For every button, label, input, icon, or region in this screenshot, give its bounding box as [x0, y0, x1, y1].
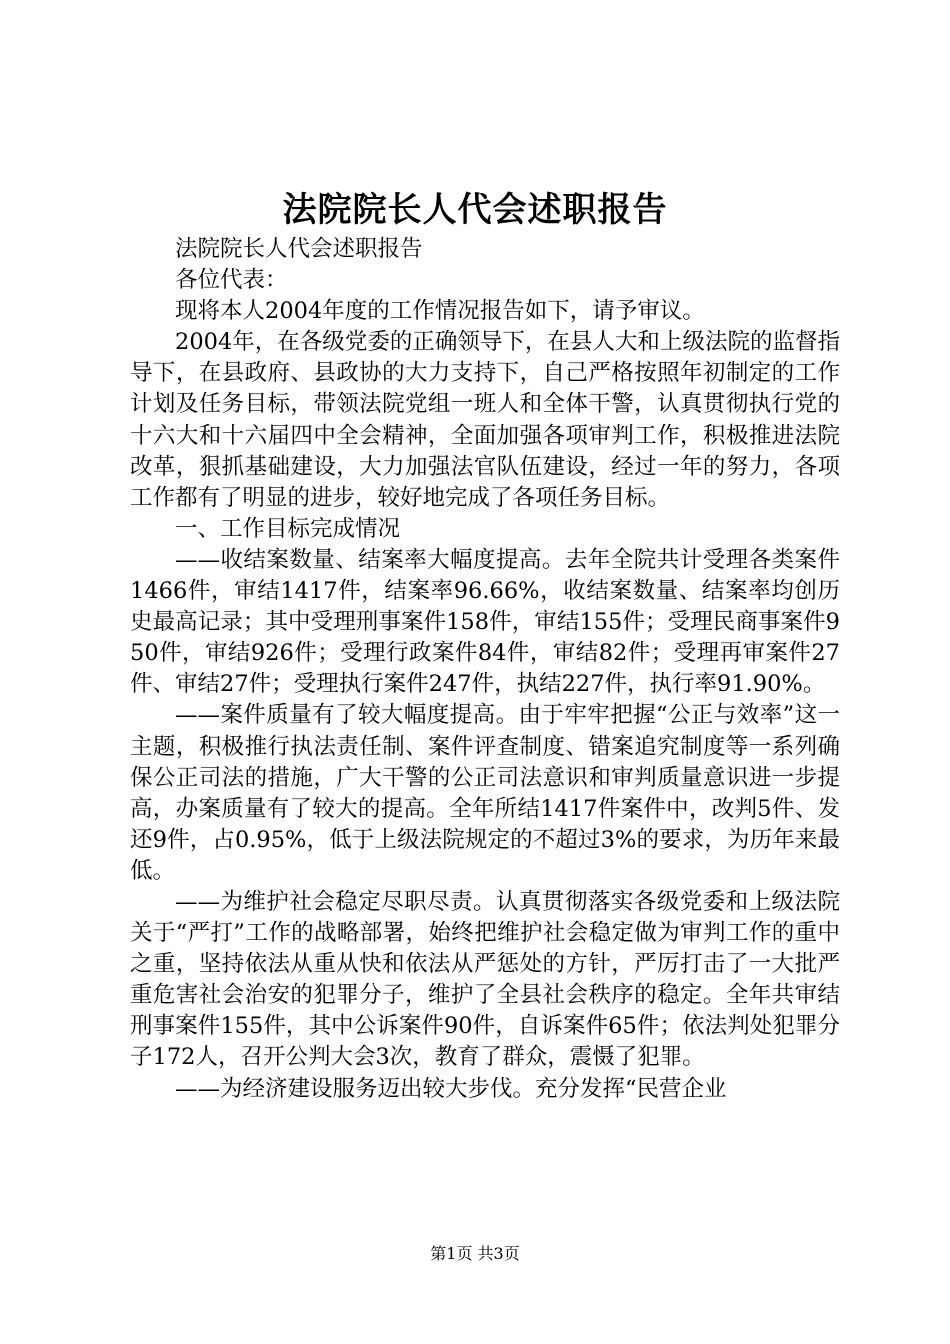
- paragraph-case-quality: ——案件质量有了较大幅度提高。由于牢牢把握“公正与效率”这一主题，积极推行执法责任制、案件评查制度、错案追究制度等一系列确保公正司法的措施，广大干警的公正司法意识和审判质量意识进一步提高，办案质量有了较大的提高。全年所结1417件案件中，改判5件、发还9件，占0.95%，低于上级法院规定的不超过3%的要求，为历年来最低。: [130, 702, 840, 884]
- paragraph-economic-service: ——为经济建设服务迈出较大步伐。充分发挥“民营企业: [175, 1075, 727, 1102]
- section-heading: 一、工作目标完成情况: [175, 515, 401, 542]
- paragraph-overview: 2004年，在各级党委的正确领导下，在县人大和上级法院的监督指导下，在县政府、县政协的大力支持下，自己严格按照年初制定的工作计划及任务目标，带领法院党组一班人和全体干警，认真贯彻执行党的十六大和十六届四中全会精神，全面加强各项审判工作，积极推进法院改革，狠抓基础建设，大力加强法官队伍建设，经过一年的努力，各项工作都有了明显的进步，较好地完成了各项任务目标。: [130, 329, 840, 511]
- paragraph-intro: 现将本人2004年度的工作情况报告如下，请予审议。: [175, 298, 705, 325]
- paragraph-case-volume: ——收结案数量、结案率大幅度提高。去年全院共计受理各类案件1466件，审结1417件，结案率96.66%，收结案数量、结案率均创历史最高记录；其中受理刑事案件158件，审结155件；受理民商事案件950件，审结926件；受理行政案件84件，审结82件；受理再审案件27件、审结27件；受理执行案件247件，执结227件，执行率91.90%。: [130, 546, 840, 698]
- page-footer: 第1页 共3页: [430, 1244, 520, 1263]
- document-title: 法院院长人代会述职报告: [282, 190, 668, 230]
- document-body: [130, 234, 840, 1105]
- paragraph-salutation: 各位代表：: [175, 267, 288, 294]
- paragraph-social-stability: ——为维护社会稳定尽职尽责。认真贯彻落实各级党委和上级法院关于“严打”工作的战略部署，始终把维护社会稳定做为审判工作的重中之重，坚持依法从重从快和依法从严惩处的方针，严厉打击了一大批严重危害社会治安的犯罪分子，维护了全县社会秩序的稳定。全年共审结刑事案件155件，其中公诉案件90件，自诉案件65件；依法判处犯罪分子172人，召开公判大会3次，教育了群众，震慑了犯罪。: [130, 888, 840, 1071]
- paragraph-subtitle: 法院院长人代会述职报告: [175, 236, 423, 262]
